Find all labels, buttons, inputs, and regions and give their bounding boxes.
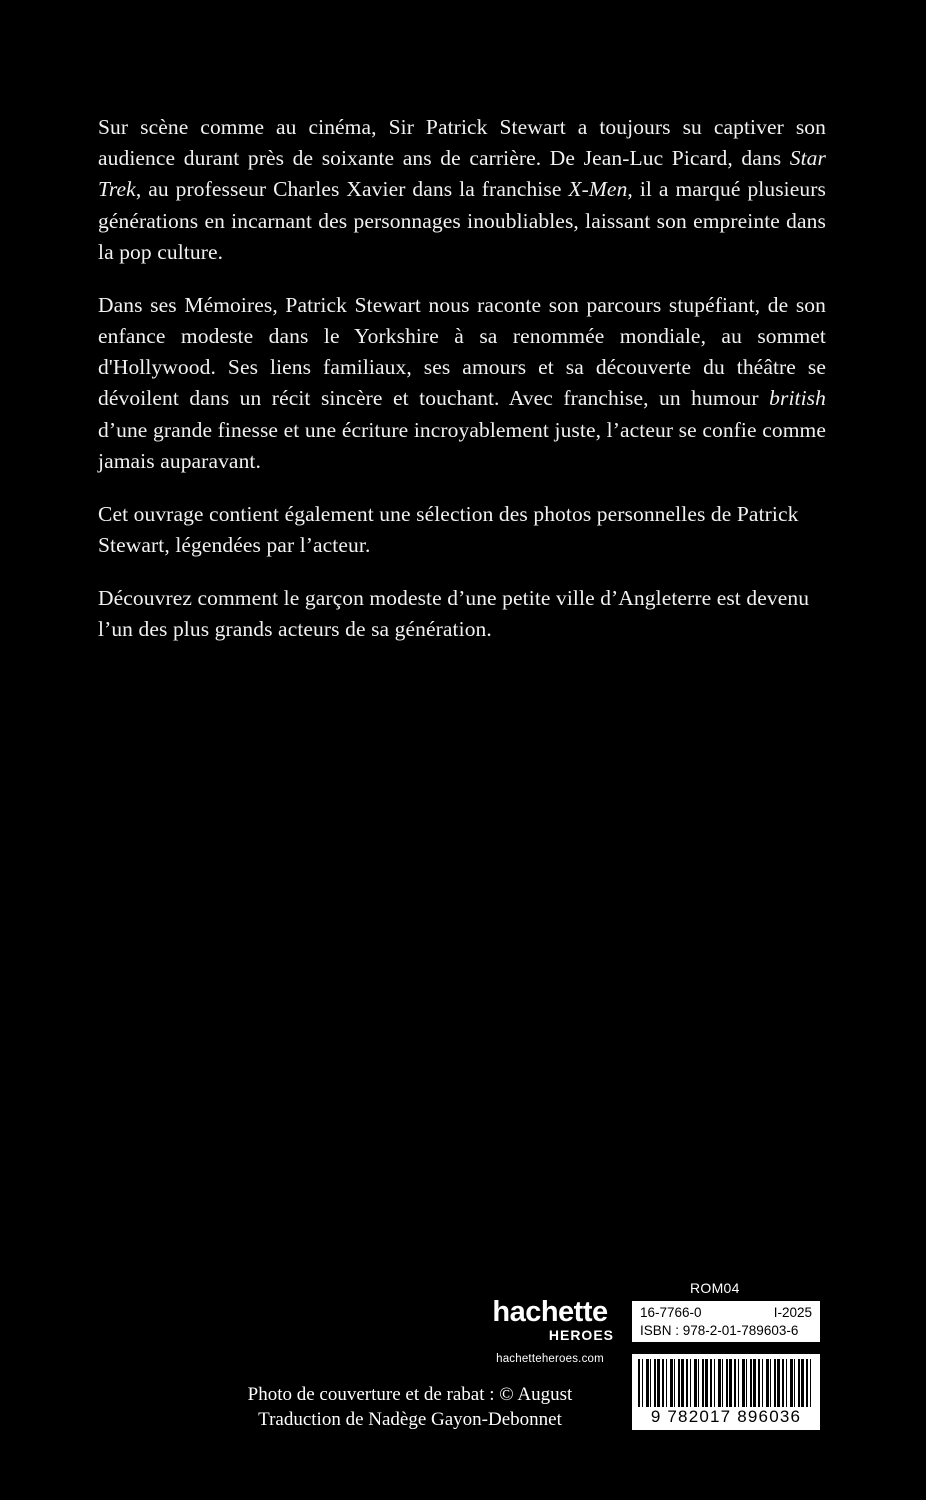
title-x-men: X-Men bbox=[568, 177, 628, 202]
barcode-digits: 9 782017 896036 bbox=[650, 1407, 802, 1426]
isbn-number: ISBN : 978-2-01-789603-6 bbox=[640, 1322, 799, 1338]
word-british: british bbox=[769, 386, 826, 411]
cover-credits bbox=[200, 1382, 620, 1432]
rom-code-label: ROM04 bbox=[690, 1280, 740, 1296]
back-cover-blurb bbox=[98, 112, 826, 646]
publisher-logo-imprint: HEROES bbox=[548, 1327, 614, 1343]
blurb-paragraph-3: Cet ouvrage contient également une sélection des photos personnelles de Patrick Stewart, légendées par l’acteur. bbox=[98, 501, 799, 558]
barcode-bars bbox=[638, 1359, 814, 1407]
internal-code-right: I-2025 bbox=[773, 1305, 812, 1320]
cover-footer bbox=[0, 1270, 926, 1500]
credit-translation: Traduction de Nadège Gayon-Debonnet bbox=[258, 1409, 562, 1431]
blurb-paragraph-1: Sur scène comme au cinéma, Sir Patrick Stewart a toujours su captiver son audience durant près de soixante ans de carrière. De Jean-Luc Picard, dans Star Trek, au professeur Charles Xavier dans la franchise X-Men, il a marqué plusieurs générations en incarnant des personnages inoubliables, laissant son empreinte dans la pop culture. bbox=[98, 115, 826, 264]
blurb-paragraph-4: Découvrez comment le garçon modeste d’une petite ville d’Angleterre est devenu l’un des plus grands acteurs de sa génération. bbox=[98, 586, 810, 642]
publisher-logo bbox=[480, 1298, 620, 1365]
isbn-panel bbox=[632, 1301, 820, 1342]
title-star-trek: Star Trek bbox=[98, 146, 826, 202]
blurb-paragraph-2: Dans ses Mémoires, Patrick Stewart nous raconte son parcours stupéfiant, de son enfance modeste dans le Yorkshire à sa renommée mondiale, au sommet d'Hollywood. Ses liens familiaux, ses amours et sa découverte du théâtre se dévoilent dans un récit sincère et touchant. Avec franchise, un humour british d’une grande finesse et une écriture incroyablement juste, l’acteur se confie comme jamais auparavant. bbox=[98, 292, 826, 473]
ean-barcode bbox=[632, 1354, 820, 1430]
publisher-website: hachetteheroes.com bbox=[496, 1353, 604, 1366]
publisher-logo-name: hachette bbox=[492, 1296, 608, 1328]
internal-code-left: 16-7766-0 bbox=[640, 1305, 702, 1320]
credit-photo: Photo de couverture et de rabat : © August bbox=[247, 1384, 573, 1405]
